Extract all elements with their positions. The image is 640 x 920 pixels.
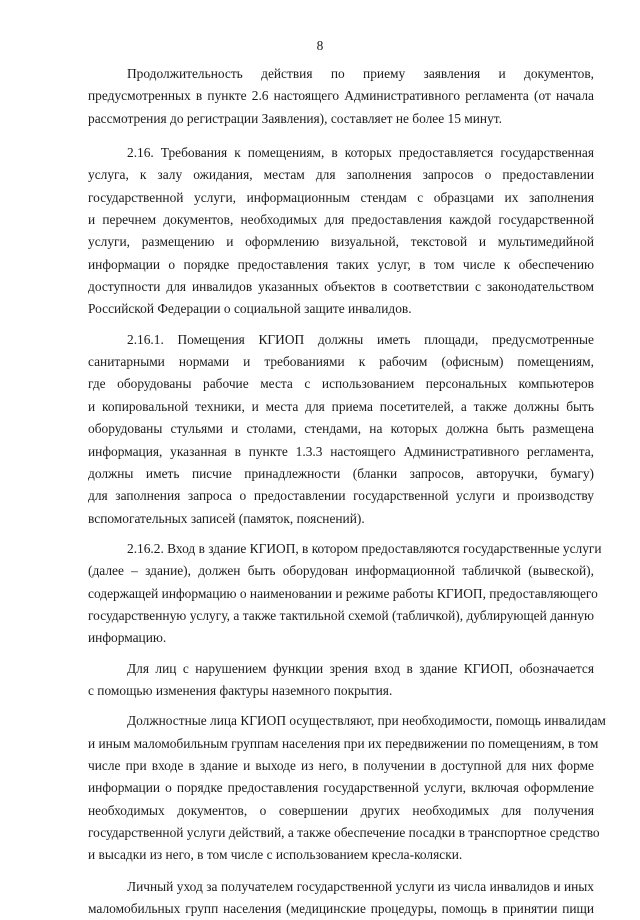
paragraph <box>88 658 594 703</box>
text-line: и перечнем документов, необходимых для предоставления каждой государственной <box>88 212 594 228</box>
text-line: предусмотренных в пункте 2.6 настоящего Административного регламента (от начала <box>88 88 594 104</box>
text-line: государственную услугу, а также тактильной схемой (табличкой), дублирующей данную <box>88 607 594 623</box>
text-line: 2.16. Требования к помещениям, в которых предоставляется государственная <box>127 145 594 161</box>
text-line: и иным маломобильным группам населения при их передвижении по помещениям, в том <box>88 735 599 751</box>
text-line: Продолжительность действия по приему заявления и документов, <box>127 66 594 81</box>
text-line: рассмотрения до регистрации Заявления), составляет не более 15 минут. <box>88 110 502 126</box>
paragraph <box>88 876 594 920</box>
text-line: Личный уход за получателем государственной услуги из числа инвалидов и иных <box>127 878 594 894</box>
text-line: (далее – здание), должен быть оборудован информационной табличкой (вывеской), <box>88 563 594 579</box>
text-line: где оборудованы рабочие места с использованием персональных компьютеров <box>88 376 594 392</box>
text-line: и копировальной техники, и места для приема посетителей, а также должны быть <box>88 398 594 414</box>
text-line: вспомогательных записей (памяток, пояснений). <box>88 510 365 526</box>
text-line: информации о порядке предоставления таких услуг, в том числе к обеспечению <box>88 256 594 272</box>
page-number: 8 <box>316 38 324 53</box>
text-line: оборудованы стульями и столами, стендами, на которых должна быть размещена <box>88 421 594 437</box>
text-line: для заполнения запроса о предоставлении государственной услуги и производству <box>88 488 594 504</box>
text-line: должны иметь писчие принадлежности (бланки запросов, авторучки, бумагу) <box>88 465 594 481</box>
paragraph <box>88 63 594 130</box>
document-body <box>88 63 606 920</box>
text-line: государственной услуги действий, а также обеспечение посадки в транспортное средство <box>88 825 600 840</box>
text-line: услуги, размещению и оформлению визуальной, текстовой и мультимедийной <box>88 234 594 250</box>
text-line: 2.16.2. Вход в здание КГИОП, в котором предоставляются государственные услуги <box>127 540 602 556</box>
text-line: Для лиц с нарушением функции зрения вход в здание КГИОП, обозначается <box>127 660 594 676</box>
text-line: информации о порядке предоставления государственной услуги, включая оформление <box>88 780 594 796</box>
text-line: содержащей информацию о наименовании и режиме работы КГИОП, предоставляющего <box>88 585 598 601</box>
text-line: информация, указанная в пункте 1.3.3 настоящего Административного регламента, <box>88 443 594 459</box>
paragraph <box>88 142 594 321</box>
text-line: числе при входе в здание и выходе из него, в получении в доступной для них форме <box>88 757 594 773</box>
text-line: государственной услуги, информационным стендам с образцами их заполнения <box>88 189 594 205</box>
text-line: 2.16.1. Помещения КГИОП должны иметь площади, предусмотренные <box>127 331 594 347</box>
text-line: санитарными нормами и требованиями к рабочим (офисным) помещениям, <box>88 354 594 370</box>
text-line: необходимых документов, о совершении других необходимых для получения <box>88 802 594 818</box>
text-line: услуга, к залу ожидания, местам для заполнения запросов о предоставлении <box>88 167 594 183</box>
text-line: доступности для инвалидов указанных объектов в соответствии с законодательством <box>88 279 594 295</box>
text-line: Должностные лица КГИОП осуществляют, при необходимости, помощь инвалидам <box>127 713 606 729</box>
text-line: Российской Федерации о социальной защите инвалидов. <box>88 301 412 317</box>
text-line: и высадки из него, в том числе с использованием кресла-коляски. <box>88 847 463 863</box>
text-line: информацию. <box>88 630 167 646</box>
paragraph <box>88 710 606 866</box>
paragraph <box>88 538 602 650</box>
text-line: с помощью изменения фактуры наземного покрытия. <box>88 682 393 698</box>
text-line: маломобильных групп населения (медицинские процедуры, помощь в принятии пищи <box>88 901 594 917</box>
paragraph <box>88 329 594 530</box>
